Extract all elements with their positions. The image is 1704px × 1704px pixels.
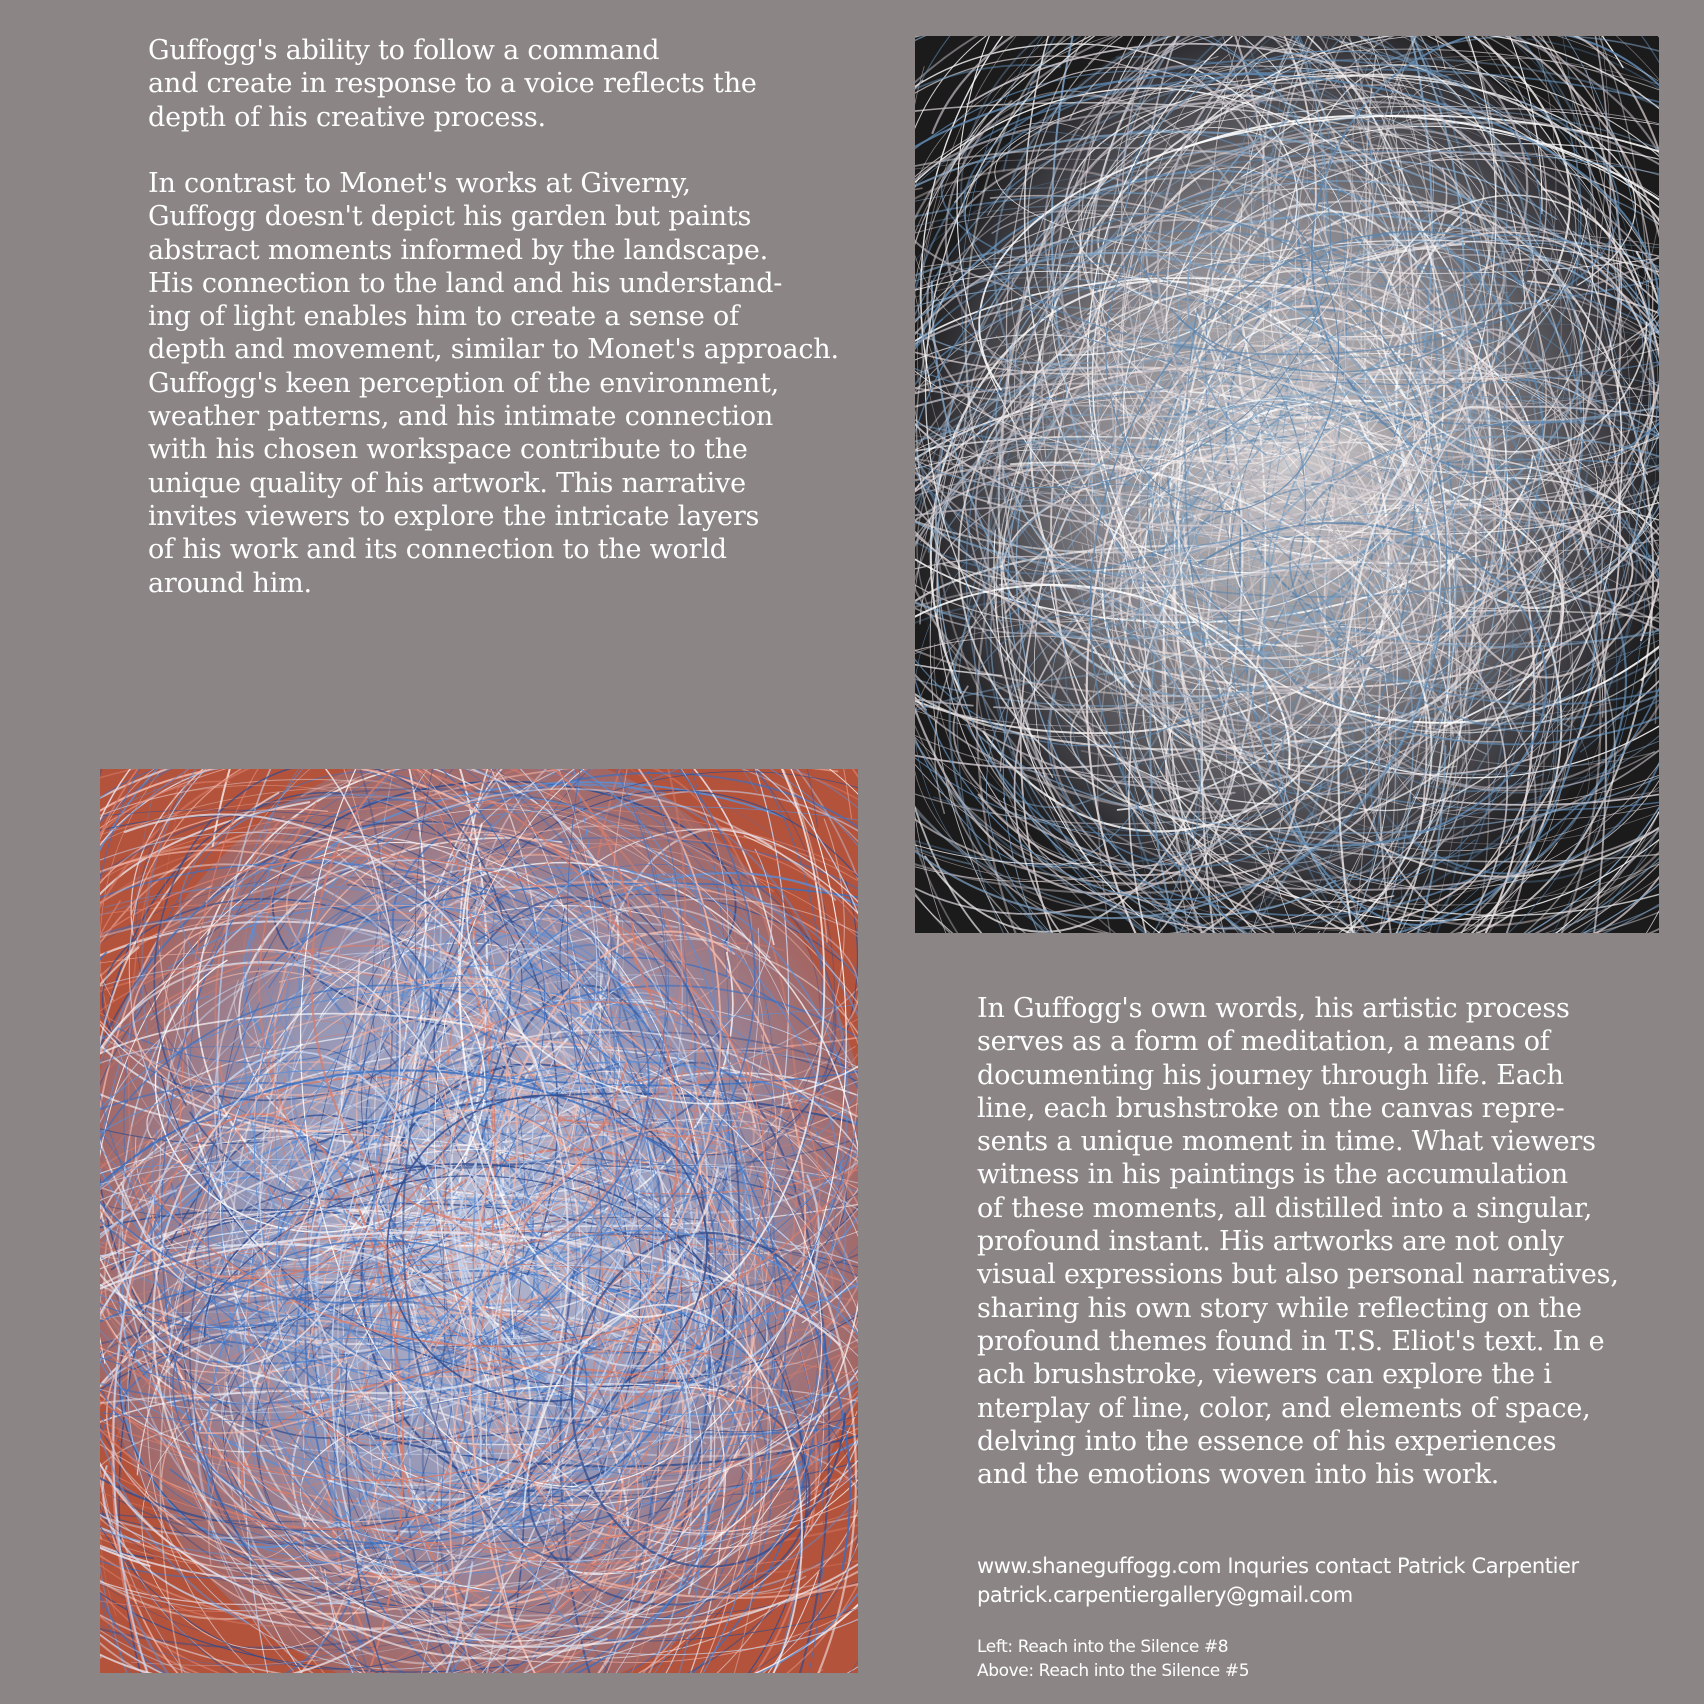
painting-red-artwork [100,769,858,1673]
painting-reach-into-the-silence-8 [100,769,858,1673]
intro-paragraph: Guffogg's ability to follow a command and create in response to a voice reflects the depth of his creative process. [148,35,757,133]
monet-paragraph: In contrast to Monet's works at Giverny, Guffogg doesn't depict his garden but paints abstract moments informed by the landscape. His connection to the land and his understand- ing of light enables him to create a sense of depth and movement, similar to Monet's approach. Guffogg's keen perception of the environment, weather patterns, and his intimate connection with his chosen workspace contribute to the unique quality of his artwork. This narrative invites viewers to explore the intricate layers of his work and its connection to the world around him. [148,168,839,599]
contact-email-line[interactable]: patrick.carpentiergallery@gmail.com [977,1583,1353,1607]
caption-above-painting: Above: Reach into the Silence #5 [977,1661,1250,1681]
own-words-paragraph: In Guffogg's own words, his artistic process serves as a form of meditation, a means of documenting his journey through life. Each line, each brushstroke on the canvas repre- sents a unique moment in time. What viewers witness in his paintings is the accumulation of these moments, all distilled into a singular, profound instant. His artworks are not only visual expressions but also personal narratives, sharing his own story while reflecting on the profound themes found in T.S. Eliot's text. In e ach brushstroke, viewers can explore the i nterplay of line, color, and elements of space, delving into the essence of his experiences and the emotions woven into his work. [977,993,1619,1491]
painting-dark-artwork [915,36,1659,933]
contact-website-line[interactable]: www.shaneguffogg.com Inquries contact Patrick Carpentier [977,1554,1579,1578]
painting-reach-into-the-silence-5 [915,36,1659,933]
caption-left-painting: Left: Reach into the Silence #8 [977,1637,1229,1657]
